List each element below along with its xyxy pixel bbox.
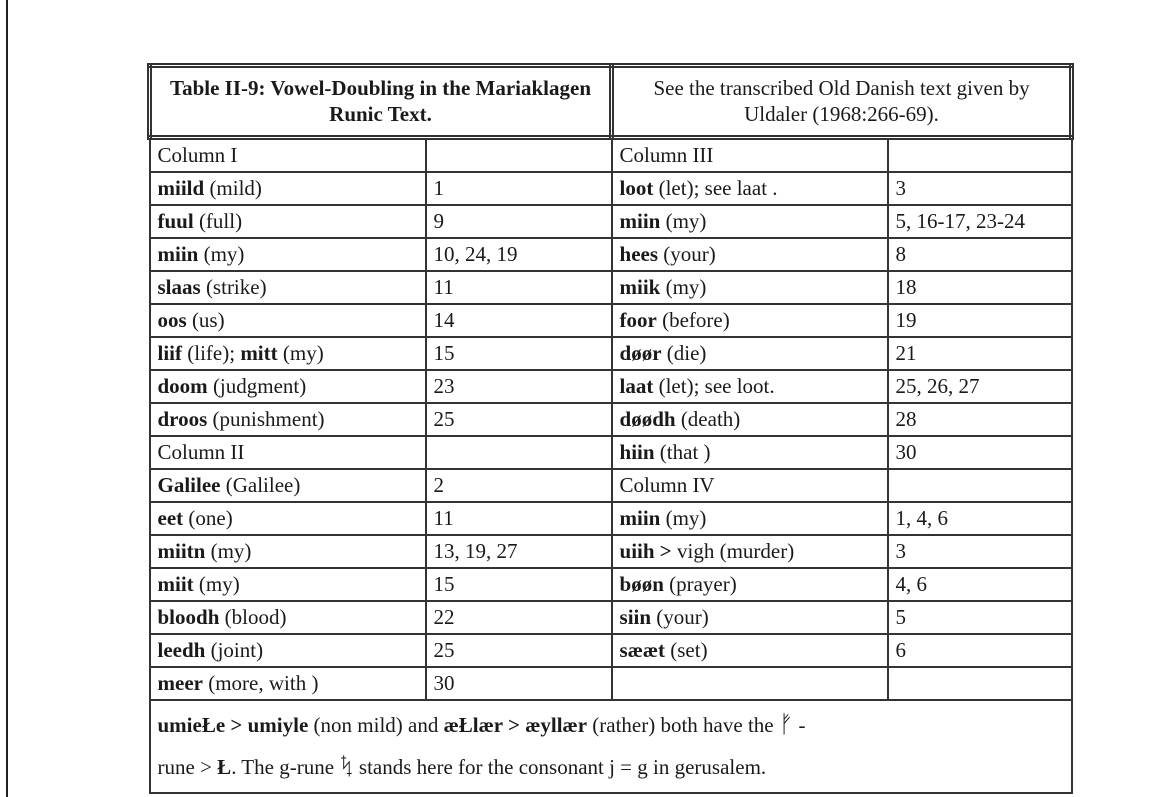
table-row — [150, 667, 1072, 700]
word-gloss: (my) — [198, 241, 245, 266]
word-gloss: (one) — [183, 505, 233, 530]
right-word-cell — [612, 601, 888, 634]
runic-word: foor — [619, 307, 657, 332]
left-word-cell — [150, 667, 426, 700]
left-line-numbers: 25 — [426, 403, 612, 436]
word-gloss: (full) — [193, 208, 243, 233]
right-line-numbers — [888, 469, 1072, 502]
word-gloss: (your) — [651, 604, 709, 629]
right-line-numbers: 4, 6 — [888, 568, 1072, 601]
footnote-text: stands here for the consonant j = g in gerusalem. — [353, 755, 767, 779]
word-gloss: (my) — [205, 538, 252, 563]
right-word-cell — [612, 304, 888, 337]
left-word-cell — [150, 370, 426, 403]
word-gloss: (let); see loot. — [653, 373, 775, 398]
left-line-numbers: 11 — [426, 502, 612, 535]
right-word-cell — [612, 238, 888, 271]
word-gloss: (that ) — [654, 439, 711, 464]
runic-word: laat — [619, 373, 654, 398]
runic-word: hees — [619, 241, 659, 266]
runic-word: loot — [619, 175, 654, 200]
right-line-numbers: 25, 26, 27 — [888, 370, 1072, 403]
table-row — [150, 568, 1072, 601]
right-word-cell — [612, 403, 888, 436]
runic-word: mitt — [240, 340, 278, 365]
word-gloss: (strike) — [200, 274, 267, 299]
right-line-numbers: 5, 16-17, 23-24 — [888, 205, 1072, 238]
word-gloss: (my) — [660, 208, 707, 233]
runic-word: fuul — [157, 208, 194, 233]
left-word-cell — [150, 568, 426, 601]
word-gloss: (my) — [193, 571, 240, 596]
word-gloss: (judgment) — [207, 373, 307, 398]
left-border-line — [6, 0, 8, 797]
right-line-numbers: 1, 4, 6 — [888, 502, 1072, 535]
table-footnote — [150, 700, 1072, 793]
footnote-word-aeyllaer: æŁlær > æyllær — [443, 713, 588, 737]
left-line-numbers: 15 — [426, 568, 612, 601]
table-row — [150, 238, 1072, 271]
runic-word: bøøn — [619, 571, 664, 596]
word-gloss: vigh (murder) — [677, 538, 795, 563]
runic-word: sææt — [619, 637, 666, 662]
right-line-numbers: 3 — [888, 535, 1072, 568]
word-gloss: (your) — [658, 241, 716, 266]
runic-word: slaas — [157, 274, 201, 299]
right-line-numbers: 3 — [888, 172, 1072, 205]
table-row — [150, 205, 1072, 238]
column-i-heading: Column I — [150, 138, 426, 173]
table-row — [150, 271, 1072, 304]
footnote-text: (rather) both have the — [587, 713, 779, 737]
footnote-text: . The g-rune — [231, 755, 340, 779]
left-word-cell — [150, 469, 426, 502]
left-word-cell — [150, 304, 426, 337]
left-line-numbers: 2 — [426, 469, 612, 502]
right-word-cell — [612, 337, 888, 370]
right-line-numbers: 21 — [888, 337, 1072, 370]
left-word-cell — [150, 205, 426, 238]
word-gloss: (mild) — [204, 175, 262, 200]
footnote-text: (non mild) and — [308, 713, 444, 737]
left-line-numbers: 23 — [426, 370, 612, 403]
table-header-row — [150, 66, 1072, 138]
runic-word: leedh — [157, 637, 206, 662]
word-gloss: (more, with ) — [202, 670, 319, 695]
left-word-cell — [150, 535, 426, 568]
right-word-cell — [612, 205, 888, 238]
left-line-numbers: 11 — [426, 271, 612, 304]
g-rune-icon: ᛪ — [339, 754, 354, 780]
left-word-cell — [150, 634, 426, 667]
table-row — [150, 337, 1072, 370]
table-row — [150, 370, 1072, 403]
footnote-text: - — [793, 713, 806, 737]
runic-word: siin — [619, 604, 652, 629]
left-line-numbers: 9 — [426, 205, 612, 238]
runic-word: hiin — [619, 439, 655, 464]
left-line-numbers: 22 — [426, 601, 612, 634]
word-gloss: (blood) — [219, 604, 287, 629]
word-gloss: (my) — [277, 340, 324, 365]
runic-word: miik — [619, 274, 661, 299]
column-heading-row — [150, 138, 1072, 173]
vowel-doubling-table — [147, 63, 1074, 794]
runic-word: Galilee — [157, 472, 221, 497]
word-gloss: (my) — [660, 505, 707, 530]
runic-word: miin — [157, 241, 199, 266]
table-row — [150, 403, 1072, 436]
word-gloss: (set) — [665, 637, 708, 662]
right-line-numbers: 28 — [888, 403, 1072, 436]
left-word-cell — [150, 502, 426, 535]
table-title: Table II-9: Vowel-Doubling in the Mariaklagen Runic Text. — [150, 66, 612, 138]
left-word-cell — [150, 337, 426, 370]
word-gloss: (before) — [656, 307, 730, 332]
left-line-numbers: 13, 19, 27 — [426, 535, 612, 568]
left-line-numbers: 25 — [426, 634, 612, 667]
left-line-numbers: 10, 24, 19 — [426, 238, 612, 271]
left-line-numbers: 14 — [426, 304, 612, 337]
right-line-numbers: 5 — [888, 601, 1072, 634]
word-gloss: (us) — [186, 307, 225, 332]
right-line-numbers — [888, 667, 1072, 700]
table-source-note: See the transcribed Old Danish text given by Uldaler (1968:266-69). — [612, 66, 1072, 138]
right-line-numbers: 18 — [888, 271, 1072, 304]
word-gloss: (prayer) — [663, 571, 737, 596]
left-word-cell — [150, 238, 426, 271]
table-row — [150, 634, 1072, 667]
word-gloss: (Galilee) — [220, 472, 301, 497]
right-word-cell — [612, 568, 888, 601]
footnote-row — [150, 700, 1072, 793]
runic-word: liif — [157, 340, 182, 365]
word-gloss: (life); — [182, 340, 241, 365]
runic-word: miin — [619, 505, 661, 530]
right-word-cell — [612, 271, 888, 304]
word-gloss: (joint) — [205, 637, 264, 662]
left-word-cell — [150, 436, 426, 469]
table-row — [150, 304, 1072, 337]
runic-word: meer — [157, 670, 203, 695]
left-word-cell — [150, 601, 426, 634]
runic-word: miit — [157, 571, 194, 596]
left-line-numbers — [426, 436, 612, 469]
right-word-cell — [612, 469, 888, 502]
right-line-numbers: 19 — [888, 304, 1072, 337]
word-gloss: (let); see laat . — [653, 175, 778, 200]
right-word-cell — [612, 436, 888, 469]
runic-word: doom — [157, 373, 208, 398]
runic-word: miitn — [157, 538, 206, 563]
footnote-rune-glyph: Ł — [217, 755, 232, 779]
right-word-cell — [612, 667, 888, 700]
right-word-cell — [612, 634, 888, 667]
runic-word: miild — [157, 175, 205, 200]
runic-word: eet — [157, 505, 184, 530]
left-word-cell — [150, 403, 426, 436]
left-line-numbers: 30 — [426, 667, 612, 700]
left-word-cell — [150, 271, 426, 304]
right-line-numbers: 8 — [888, 238, 1072, 271]
word-gloss: (punishment) — [207, 406, 325, 431]
footnote-text: rune > — [157, 755, 218, 779]
column-iii-heading: Column III — [612, 138, 888, 173]
f-rune-icon: ᚠ — [778, 712, 794, 738]
runic-word: døør — [619, 340, 662, 365]
runic-word: droos — [157, 406, 208, 431]
runic-word: bloodh — [157, 604, 220, 629]
table-row — [150, 469, 1072, 502]
footnote-word-umiyle: umieŁe > umiyle — [157, 713, 309, 737]
runic-word: miin — [619, 208, 661, 233]
word-gloss: (die) — [661, 340, 707, 365]
right-word-cell — [612, 502, 888, 535]
runic-word: oos — [157, 307, 187, 332]
word-gloss: Column IV — [619, 472, 715, 497]
right-line-numbers: 30 — [888, 436, 1072, 469]
column-i-number-cell — [426, 138, 612, 173]
runic-word: uiih > — [619, 538, 678, 563]
word-gloss: (my) — [660, 274, 707, 299]
right-word-cell — [612, 370, 888, 403]
footnote-line-1 — [158, 704, 1064, 746]
column-iii-number-cell — [888, 138, 1072, 173]
right-word-cell — [612, 172, 888, 205]
footnote-line-2 — [158, 746, 1064, 788]
right-word-cell — [612, 535, 888, 568]
table-row — [150, 436, 1072, 469]
left-line-numbers: 15 — [426, 337, 612, 370]
table-row — [150, 172, 1072, 205]
table-row — [150, 601, 1072, 634]
word-gloss: Column II — [157, 439, 245, 464]
left-line-numbers: 1 — [426, 172, 612, 205]
left-word-cell — [150, 172, 426, 205]
runic-word: døødh — [619, 406, 676, 431]
table-row — [150, 535, 1072, 568]
table-row — [150, 502, 1072, 535]
word-gloss: (death) — [675, 406, 741, 431]
right-line-numbers: 6 — [888, 634, 1072, 667]
